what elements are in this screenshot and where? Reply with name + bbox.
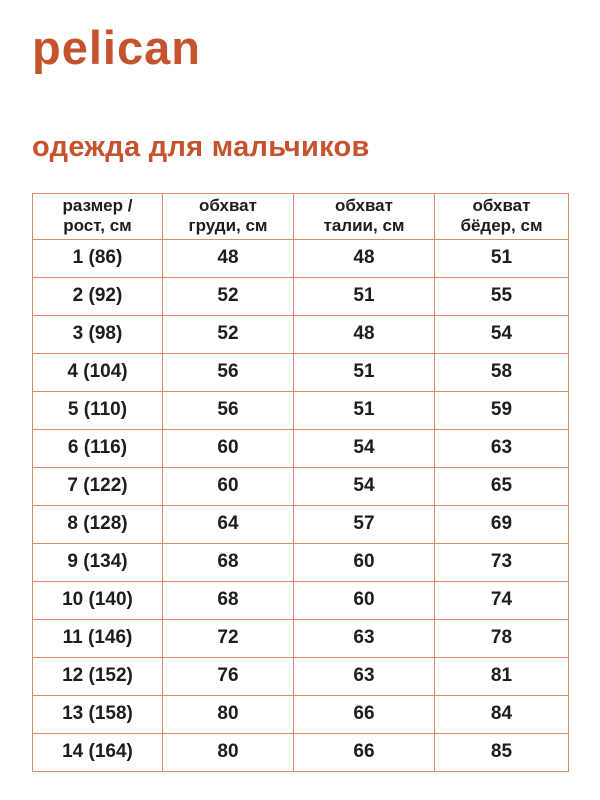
table-row [33, 657, 569, 695]
table-row [33, 543, 569, 581]
table-cell-hips: 59 [435, 391, 569, 429]
table-cell-size: 5 (110) [33, 391, 163, 429]
brand-logo: pelican [32, 21, 201, 74]
table-cell-size: 14 (164) [33, 733, 163, 771]
table-cell-size: 11 (146) [33, 619, 163, 657]
table-cell-size: 4 (104) [33, 353, 163, 391]
table-cell-waist: 60 [294, 543, 435, 581]
table-cell-waist: 57 [294, 505, 435, 543]
table-cell-size: 3 (98) [33, 315, 163, 353]
table-cell-hips: 58 [435, 353, 569, 391]
page-title: одежда для мальчиков [32, 131, 370, 163]
table-cell-chest: 60 [163, 467, 294, 505]
table-cell-size: 8 (128) [33, 505, 163, 543]
table-row [33, 467, 569, 505]
table-cell-hips: 69 [435, 505, 569, 543]
column-header-line: обхват [472, 196, 531, 216]
column-header-line: размер / [62, 196, 133, 216]
table-cell-waist: 63 [294, 619, 435, 657]
table-cell-hips: 81 [435, 657, 569, 695]
table-cell-hips: 54 [435, 315, 569, 353]
table-header [33, 193, 569, 239]
table-row [33, 391, 569, 429]
table-cell-hips: 55 [435, 277, 569, 315]
table-row [33, 695, 569, 733]
table-cell-chest: 56 [163, 353, 294, 391]
table-cell-size: 7 (122) [33, 467, 163, 505]
table-cell-waist: 51 [294, 277, 435, 315]
table-cell-hips: 73 [435, 543, 569, 581]
table-cell-hips: 74 [435, 581, 569, 619]
table-cell-chest: 80 [163, 733, 294, 771]
column-header-waist [294, 193, 435, 239]
table-cell-size: 9 (134) [33, 543, 163, 581]
table-cell-chest: 68 [163, 581, 294, 619]
table-cell-waist: 48 [294, 239, 435, 277]
table-row [33, 429, 569, 467]
table-cell-waist: 63 [294, 657, 435, 695]
table-cell-chest: 56 [163, 391, 294, 429]
table-cell-waist: 54 [294, 467, 435, 505]
table-row [33, 505, 569, 543]
column-header-line: бёдер, см [460, 216, 543, 236]
column-header-size [33, 193, 163, 239]
table-cell-size: 1 (86) [33, 239, 163, 277]
table-cell-waist: 54 [294, 429, 435, 467]
table-cell-waist: 51 [294, 391, 435, 429]
column-header-hips [435, 193, 569, 239]
column-header-line: груди, см [188, 216, 268, 236]
column-header-line: обхват [199, 196, 257, 216]
table-row [33, 315, 569, 353]
table-cell-hips: 78 [435, 619, 569, 657]
table-cell-chest: 52 [163, 315, 294, 353]
table-cell-chest: 80 [163, 695, 294, 733]
table-cell-size: 2 (92) [33, 277, 163, 315]
table-cell-chest: 76 [163, 657, 294, 695]
table-row [33, 619, 569, 657]
size-chart-table [32, 193, 569, 772]
column-header-chest [163, 193, 294, 239]
table-header-row [33, 193, 569, 239]
table-cell-hips: 51 [435, 239, 569, 277]
table-cell-waist: 48 [294, 315, 435, 353]
table-cell-hips: 85 [435, 733, 569, 771]
column-header-line: рост, см [63, 216, 132, 236]
table-cell-size: 13 (158) [33, 695, 163, 733]
table-cell-chest: 48 [163, 239, 294, 277]
table-row [33, 733, 569, 771]
column-header-line: талии, см [323, 216, 405, 236]
table-cell-chest: 52 [163, 277, 294, 315]
table-row [33, 353, 569, 391]
table-cell-size: 6 (116) [33, 429, 163, 467]
table-cell-waist: 66 [294, 733, 435, 771]
table-row [33, 239, 569, 277]
table-cell-hips: 63 [435, 429, 569, 467]
table-cell-waist: 51 [294, 353, 435, 391]
table-cell-hips: 84 [435, 695, 569, 733]
table-row [33, 581, 569, 619]
table-cell-chest: 68 [163, 543, 294, 581]
table-cell-chest: 64 [163, 505, 294, 543]
table-cell-chest: 60 [163, 429, 294, 467]
table-cell-waist: 66 [294, 695, 435, 733]
table-cell-size: 12 (152) [33, 657, 163, 695]
table-cell-chest: 72 [163, 619, 294, 657]
table-cell-hips: 65 [435, 467, 569, 505]
column-header-line: обхват [335, 196, 393, 216]
table-row [33, 277, 569, 315]
table-body [33, 239, 569, 771]
table-cell-size: 10 (140) [33, 581, 163, 619]
table-cell-waist: 60 [294, 581, 435, 619]
